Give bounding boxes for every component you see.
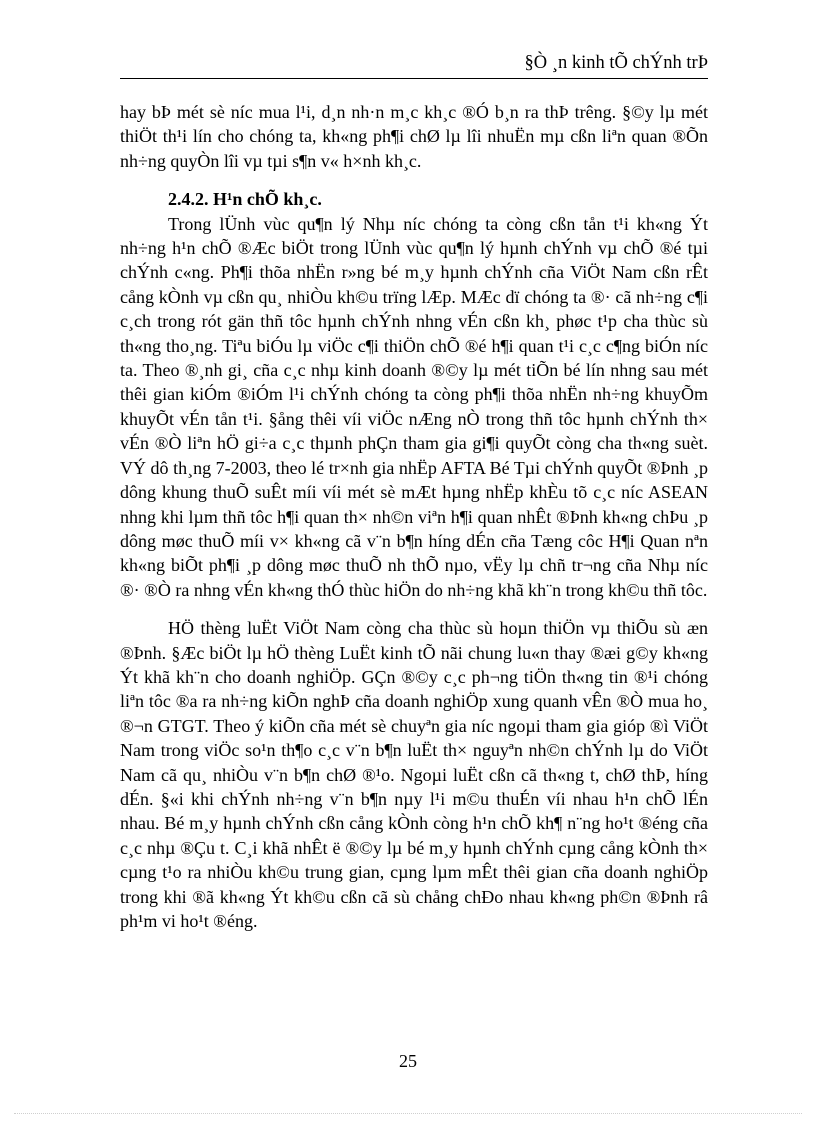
paragraph-legal-system: HÖ thèng luËt ViÖt Nam còng cha thùc sù hoµn thiÖn vµ thiÕu sù æn ®Þnh. §Æc biÖt lµ hÖ thèng LuËt kinh tÕ nãi chung lu«n thay ®æi g©y kh«ng Ýt khã kh¨n cho doanh nghiÖp. GÇn ®©y c¸c ph¬ng tiÖn th«ng tin ®¹i chóng liªn tôc ®a ra nh÷ng kiÕn nghÞ cña doanh nghiÖp xung quanh vÊn ®Ò mua ho¸ ®¬n GTGT. Theo ý kiÕn cña mét sè chuyªn gia níc ngoµi tham gia gióp ®ì ViÖt Nam trong viÖc so¹n th¶o c¸c v¨n b¶n luËt th× nguyªn nh©n chÝnh lµ do ViÖt Nam cã qu¸ nhiÒu v¨n b¶n chØ ®¹o. Ngoµi luËt cßn cã th«ng t, chØ thÞ, híng dÉn. §«i khi chÝnh nh÷ng v¨n b¶n nµy l¹i m©u thuÉn víi nhau h¹n chÕ lÉn nhau. Bé m¸y hµnh chÝnh cßn cång kÒnh còng h¹n chÕ kh¶ n¨ng ho¹t ®éng cña c¸c nhµ ®Çu t. C¸i khã nhÊt ë ®©y lµ bé m¸y hµnh chÝnh cµng cång kÒnh th× cµng t¹o ra nhiÒu kh©u trung gian, cµng lµm mÊt thêi gian cña doanh nghiÖp trong khi ®ã kh«ng Ýt kh©u cßn cã sù chång chÐo nhau kh«ng ph©n ®Þnh râ ph¹m vi ho¹t ®éng. bbox=[120, 618, 708, 931]
page-edge-dots bbox=[14, 1113, 802, 1114]
header-rule bbox=[120, 78, 708, 79]
page-body bbox=[120, 100, 708, 933]
page-number: 25 bbox=[399, 1051, 417, 1071]
spacer bbox=[120, 173, 708, 187]
paragraph-administrative-limits: Trong lÜnh vùc qu¶n lý Nhµ níc chóng ta còng cßn tån t¹i kh«ng Ýt nh÷ng h¹n chÕ ®Æc biÖt trong lÜnh vùc qu¶n lý hµnh chÝnh vµ chÕ ®é tµi chÝnh c«ng. Ph¶i thõa nhËn r»ng bé m¸y hµnh chÝnh cña ViÖt Nam cßn rÊt cång kÒnh vµ cßn qu¸ nhiÒu kh©u trïng lÆp. MÆc dï chóng ta ®· cã nh÷ng c¶i c¸ch trong rót gän thñ tôc hµnh chÝnh nhng vÉn cßn kh¸ phøc t¹p cha thùc sù th«ng tho¸ng. Tiªu biÓu lµ viÖc c¶i thiÖn chÕ ®é h¶i quan t¹i c¸c c¶ng biÓn níc ta. Theo ®¸nh gi¸ cña c¸c nhµ kinh doanh ®©y lµ mét tiÕn bé lín nhng sau mét thêi gian kiÓm ®iÓm l¹i chÝnh chóng ta còng ph¶i thõa nhËn nh÷ng khuyÕm khuyÕt vÉn tån t¹i. §ång thêi víi viÖc nÆng nÒ trong thñ tôc hµnh chÝnh th× vÉn ®Ò liªn hÖ gi÷a c¸c thµnh phÇn tham gia gi¶i quyÕt còng cha th«ng suèt. VÝ dô th¸ng 7-2003, theo lé tr×nh gia nhËp AFTA Bé Tµi chÝnh quyÕt ®Þnh ¸p dông khung thuÕ suÊt míi víi mét sè mÆt hµng nhËp khÈu tõ c¸c níc ASEAN nhng khi lµm thñ tôc h¶i quan th× nh©n viªn h¶i quan nhÊt ®Þnh kh«ng chÞu ¸p dông møc thuÕ míi v× kh«ng cã v¨n b¶n híng dÉn cña Tæng côc H¶i Quan nªn kh«ng biÕt ph¶i ¸p dông møc thuÕ nh thÕ nµo, vËy lµ chñ tr¬ng cña Nhµ níc ®· ®Ò ra nhng vÉn kh«ng thÓ thùc hiÖn do nh÷ng khã kh¨n trong kh©u thñ tôc. bbox=[120, 213, 708, 600]
paragraph-intro: hay bÞ mét sè níc mua l¹i, d¸n nh·n m¸c kh¸c ®Ó b¸n ra thÞ trêng. §©y lµ mét thiÖt th¹i lín cho chóng ta, kh«ng ph¶i chØ lµ lîi nhuËn mµ cßn liªn quan ®Õn nh÷ng quyÒn lîi vµ tµi s¶n v« h×nh kh¸c. bbox=[120, 102, 708, 171]
spacer bbox=[120, 602, 708, 616]
section-heading: 2.4.2. H¹n chÕ kh¸c. bbox=[168, 189, 322, 210]
running-header: §Ò ¸n kinh tÕ chÝnh trÞ bbox=[524, 53, 708, 73]
